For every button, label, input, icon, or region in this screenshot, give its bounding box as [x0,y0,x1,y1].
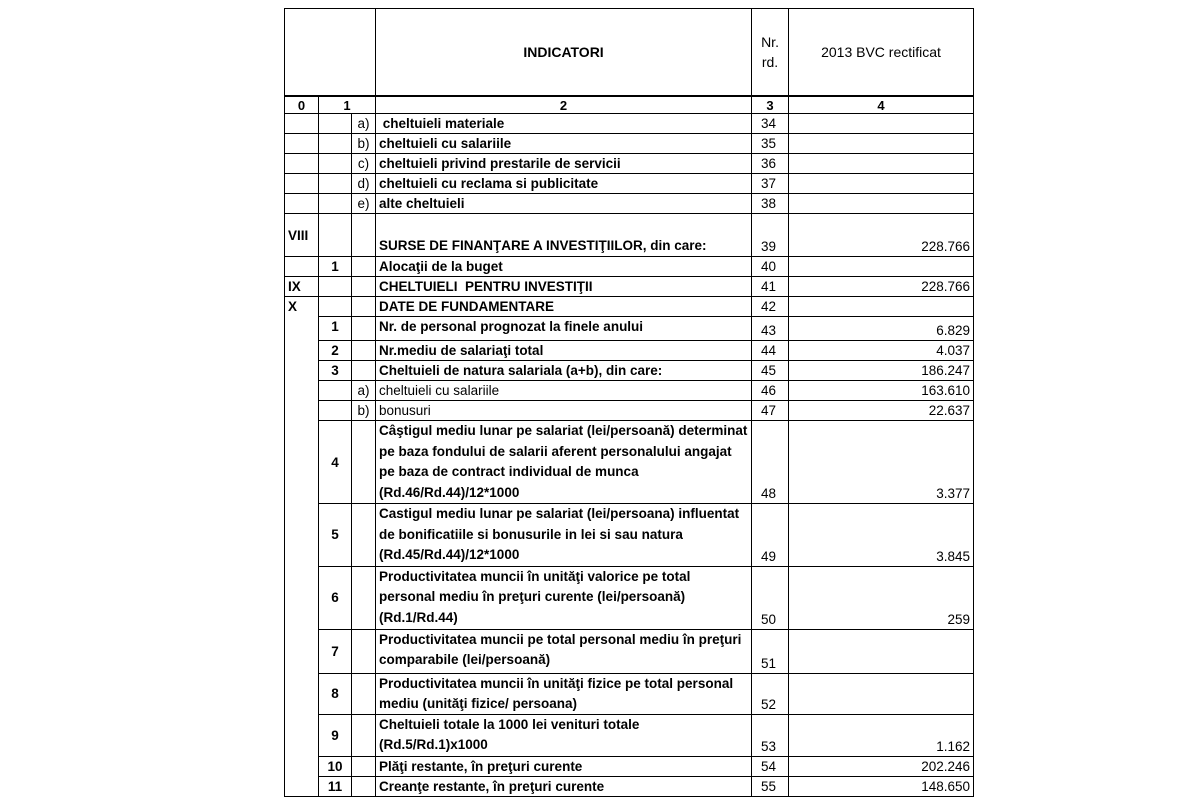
number-cell: 4 [319,421,352,504]
number-cell [319,277,352,297]
table-row [285,504,974,567]
indicator-text: Nr. de personal prognozat la finele anului [376,317,752,341]
row-number: 46 [752,381,789,401]
indicator-text: cheltuieli cu salariile [376,134,752,154]
column-number-0: 0 [285,96,319,114]
sub-letter-cell: d) [352,174,376,194]
table-row [285,361,974,381]
roman-cell [285,317,319,341]
number-cell: 10 [319,756,352,776]
row-number: 50 [752,566,789,629]
column-number-4: 4 [789,96,974,114]
indicator-text: SURSE DE FINANŢARE A INVESTIŢIILOR, din care: [376,214,752,257]
roman-cell [285,629,319,673]
row-number: 42 [752,297,789,317]
sub-letter-cell [352,673,376,714]
number-cell: 5 [319,504,352,567]
table-row [285,341,974,361]
row-number: 38 [752,194,789,214]
roman-cell [285,154,319,174]
value-cell: 228.766 [789,214,974,257]
table-row [285,174,974,194]
indicator-text: bonusuri [376,401,752,421]
roman-cell [285,776,319,796]
value-cell [789,154,974,174]
roman-cell [285,361,319,381]
number-cell: 6 [319,566,352,629]
value-cell: 186.247 [789,361,974,381]
roman-cell [285,566,319,629]
sub-letter-cell [352,421,376,504]
roman-cell: X [285,297,319,317]
indicator-text: Productivitatea muncii în unităţi valorice pe total personal mediu în preţuri curente (lei/persoană) (Rd.1/Rd.44) [376,566,752,629]
sub-letter-cell [352,214,376,257]
sub-letter-cell: c) [352,154,376,174]
roman-cell: IX [285,277,319,297]
value-cell [789,134,974,154]
sub-letter-cell [352,756,376,776]
value-cell [789,174,974,194]
roman-cell [285,381,319,401]
row-number: 44 [752,341,789,361]
table-row [285,297,974,317]
sub-letter-cell [352,776,376,796]
number-cell: 2 [319,341,352,361]
indicator-text: Cheltuieli totale la 1000 lei venituri totale (Rd.5/Rd.1)x1000 [376,714,752,756]
row-number: 53 [752,714,789,756]
header-indicatori: INDICATORI [376,9,752,97]
number-cell: 11 [319,776,352,796]
table-row [285,154,974,174]
number-cell [319,114,352,134]
sub-letter-cell [352,317,376,341]
table-row [285,381,974,401]
row-number: 45 [752,361,789,381]
roman-cell [285,673,319,714]
value-cell: 228.766 [789,277,974,297]
roman-cell [285,341,319,361]
header-blank-cell [285,9,376,97]
roman-cell [285,714,319,756]
value-cell: 3.377 [789,421,974,504]
row-number: 49 [752,504,789,567]
row-number: 39 [752,214,789,257]
column-number-3: 3 [752,96,789,114]
value-cell [789,673,974,714]
table-row [285,277,974,297]
indicator-text: cheltuieli materiale [376,114,752,134]
sub-letter-cell: a) [352,114,376,134]
sub-letter-cell: a) [352,381,376,401]
number-cell: 7 [319,629,352,673]
row-number: 34 [752,114,789,134]
sub-letter-cell [352,277,376,297]
sub-letter-cell [352,714,376,756]
table-row [285,194,974,214]
table-row [285,257,974,277]
row-number: 55 [752,776,789,796]
number-cell [319,134,352,154]
indicator-text: cheltuieli cu reclama si publicitate [376,174,752,194]
indicator-text: Plăţi restante, în preţuri curente [376,756,752,776]
value-cell: 3.845 [789,504,974,567]
number-cell: 8 [319,673,352,714]
row-number: 37 [752,174,789,194]
number-cell: 1 [319,317,352,341]
number-cell [319,297,352,317]
value-cell [789,114,974,134]
number-cell [319,174,352,194]
indicator-text: Nr.mediu de salariaţi total [376,341,752,361]
row-number: 52 [752,673,789,714]
roman-cell [285,504,319,567]
sub-letter-cell: b) [352,134,376,154]
sub-letter-cell [352,297,376,317]
value-cell: 259 [789,566,974,629]
table-row [285,214,974,257]
roman-cell [285,134,319,154]
table-row [285,714,974,756]
value-cell [789,257,974,277]
bvc-table [284,8,974,797]
indicator-text: Castigul mediu lunar pe salariat (lei/persoana) influentat de bonificatiile si bonusurile in lei si sau natura (Rd.45/Rd.44)/12*1000 [376,504,752,567]
column-number-1: 1 [319,96,376,114]
row-number: 41 [752,277,789,297]
value-cell [789,629,974,673]
row-number: 48 [752,421,789,504]
row-number: 47 [752,401,789,421]
sub-letter-cell [352,341,376,361]
indicator-text: alte cheltuieli [376,194,752,214]
roman-cell [285,114,319,134]
indicator-text: CHELTUIELI PENTRU INVESTIŢII [376,277,752,297]
sub-letter-cell [352,566,376,629]
number-cell [319,154,352,174]
sub-letter-cell [352,504,376,567]
header-bvc-rectificat: 2013 BVC rectificat [789,9,974,97]
row-number: 51 [752,629,789,673]
indicator-text: Cheltuieli de natura salariala (a+b), din care: [376,361,752,381]
indicator-text: cheltuieli privind prestarile de servicii [376,154,752,174]
number-cell: 3 [319,361,352,381]
value-cell [789,297,974,317]
indicator-text: DATE DE FUNDAMENTARE [376,297,752,317]
number-cell: 9 [319,714,352,756]
row-number: 43 [752,317,789,341]
roman-cell [285,421,319,504]
table-row [285,421,974,504]
number-cell [319,401,352,421]
sub-letter-cell [352,361,376,381]
indicator-text: Productivitatea muncii pe total personal mediu în preţuri comparabile (lei/persoană) [376,629,752,673]
value-cell: 163.610 [789,381,974,401]
value-cell: 6.829 [789,317,974,341]
number-cell [319,214,352,257]
table-row [285,134,974,154]
value-cell: 1.162 [789,714,974,756]
column-number-row [285,96,974,114]
sub-letter-cell: e) [352,194,376,214]
table-row [285,629,974,673]
column-number-2: 2 [376,96,752,114]
table-row [285,776,974,796]
row-number: 36 [752,154,789,174]
indicator-text: Alocaţii de la buget [376,257,752,277]
value-cell: 4.037 [789,341,974,361]
table-row [285,566,974,629]
roman-cell [285,257,319,277]
indicator-text: Productivitatea muncii în unităţi fizice pe total personal mediu (unităţi fizice/ persoana) [376,673,752,714]
roman-cell [285,756,319,776]
row-number: 35 [752,134,789,154]
row-number: 54 [752,756,789,776]
value-cell: 148.650 [789,776,974,796]
roman-cell [285,401,319,421]
sub-letter-cell [352,629,376,673]
header-nr-rd: Nr. rd. [752,9,789,97]
row-number: 40 [752,257,789,277]
table-row [285,317,974,341]
table-row [285,673,974,714]
value-cell: 202.246 [789,756,974,776]
value-cell: 22.637 [789,401,974,421]
roman-cell [285,174,319,194]
sub-letter-cell [352,257,376,277]
sub-letter-cell: b) [352,401,376,421]
number-cell [319,194,352,214]
indicator-text: Creanţe restante, în preţuri curente [376,776,752,796]
roman-cell: VIII [285,214,319,257]
header-row [285,9,974,97]
indicator-text: cheltuieli cu salariile [376,381,752,401]
table-row [285,756,974,776]
roman-cell [285,194,319,214]
value-cell [789,194,974,214]
table-row [285,401,974,421]
indicator-text: Câştigul mediu lunar pe salariat (lei/persoană) determinat pe baza fondului de salarii aferent personalului angajat pe baza de contract individual de munca (Rd.46/Rd.44)/12*1000 [376,421,752,504]
table-row [285,114,974,134]
number-cell: 1 [319,257,352,277]
number-cell [319,381,352,401]
